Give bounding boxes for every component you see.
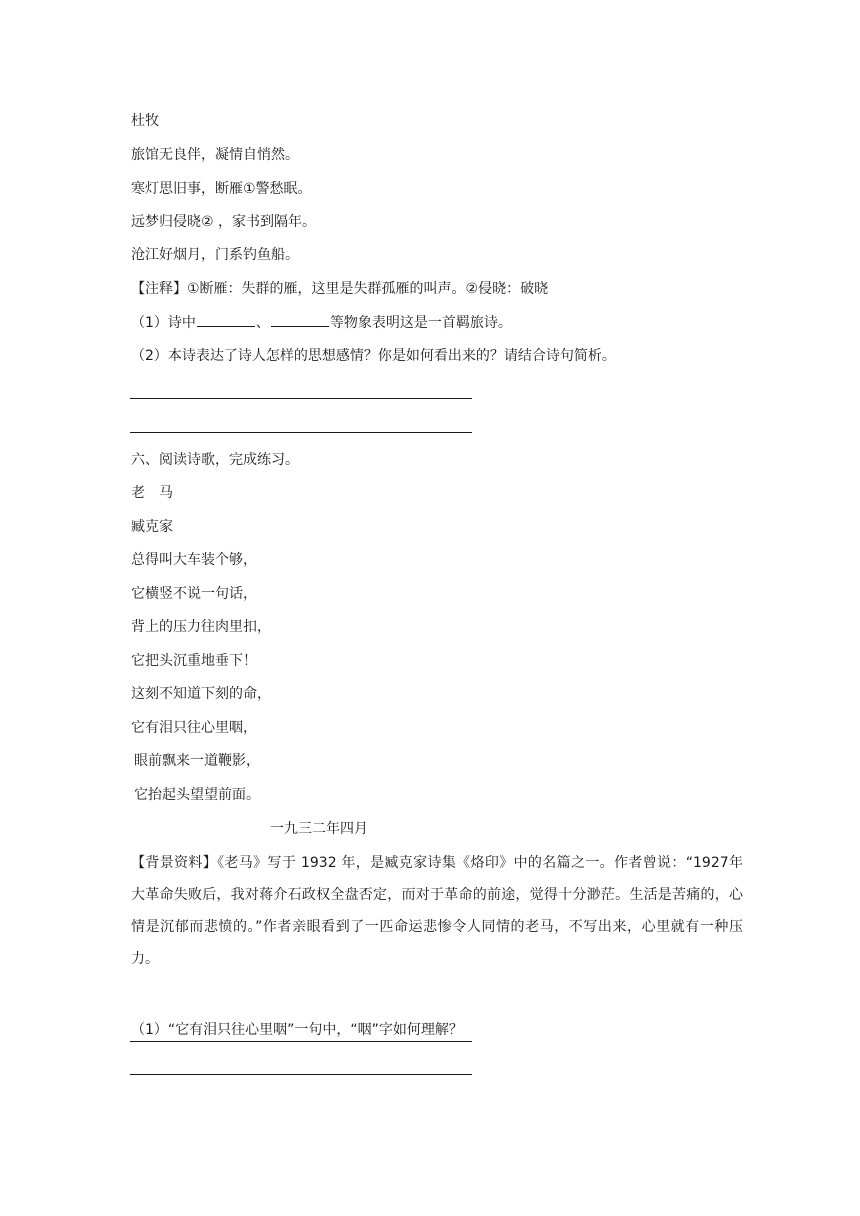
poem2-date: 一九三二年四月 [270,821,368,837]
poem2-line-6: 它有泪只往心里咽， [131,720,257,736]
poem1-author: 杜牧 [131,113,159,129]
question-1-separator: 、 [255,315,270,331]
poem2-line-8: 它抬起头望望前面。 [134,787,260,803]
answer-line-4[interactable] [130,1074,472,1075]
poem2-line-1: 总得叫大车装个够， [131,552,257,568]
poem2-title: 老 马 [131,485,173,501]
poem1-line-2: 寒灯思旧事，断雁①警愁眠。 [131,181,312,197]
poem2-line-4: 它把头沉重地垂下！ [131,653,257,669]
poem1-question-1 [131,313,512,332]
answer-line-2[interactable] [130,432,472,433]
poem1-line-4: 沧江好烟月，门系钓鱼船。 [131,247,299,263]
question-1-suffix: 等物象表明这是一首羁旅诗。 [329,315,512,331]
answer-blank-2[interactable] [271,313,329,327]
poem1-line-1: 旅馆无良伴，凝情自悄然。 [131,147,299,163]
poem1-question-2: （2）本诗表达了诗人怎样的思想感情？你是如何看出来的？请结合诗句简析。 [131,348,616,364]
poem2-line-2: 它横竖不说一句话， [131,586,257,602]
poem1-note: 【注释】①断雁：失群的雁，这里是失群孤雁的叫声。②侵晓：破晓 [131,281,549,297]
poem2-author: 臧克家 [131,519,173,535]
poem2-line-5: 这刻不知道下刻的命， [131,686,271,702]
answer-blank-1[interactable] [197,313,255,327]
poem2-question-1: （1）“它有泪只往心里咽”一句中，“咽”字如何理解？ [131,1022,463,1038]
section-6-heading: 六、阅读诗歌，完成练习。 [131,452,299,468]
poem2-line-3: 背上的压力往肉里扣， [131,619,271,635]
answer-line-1[interactable] [130,398,472,399]
question-1-prefix: （1）诗中 [131,315,196,331]
poem1-line-3: 远梦归侵晓② ，家书到隔年。 [131,214,317,230]
poem2-line-7: 眼前飘来一道鞭影， [134,753,260,769]
background-info: 【背景资料】《老马》写于 1932 年，是臧克家诗集《烙印》中的名篇之一。作者曾说：“1927年大革命失败后，我对蒋介石政权全盘否定，而对于革命的前途，觉得十分渺茫。生活是苦痛的，心情是沉郁而悲愤的。”作者亲眼看到了一匹命运悲惨令人同情的老马，不写出来，心里就有一种压力。 [131,855,743,967]
answer-line-3[interactable] [130,1041,472,1042]
